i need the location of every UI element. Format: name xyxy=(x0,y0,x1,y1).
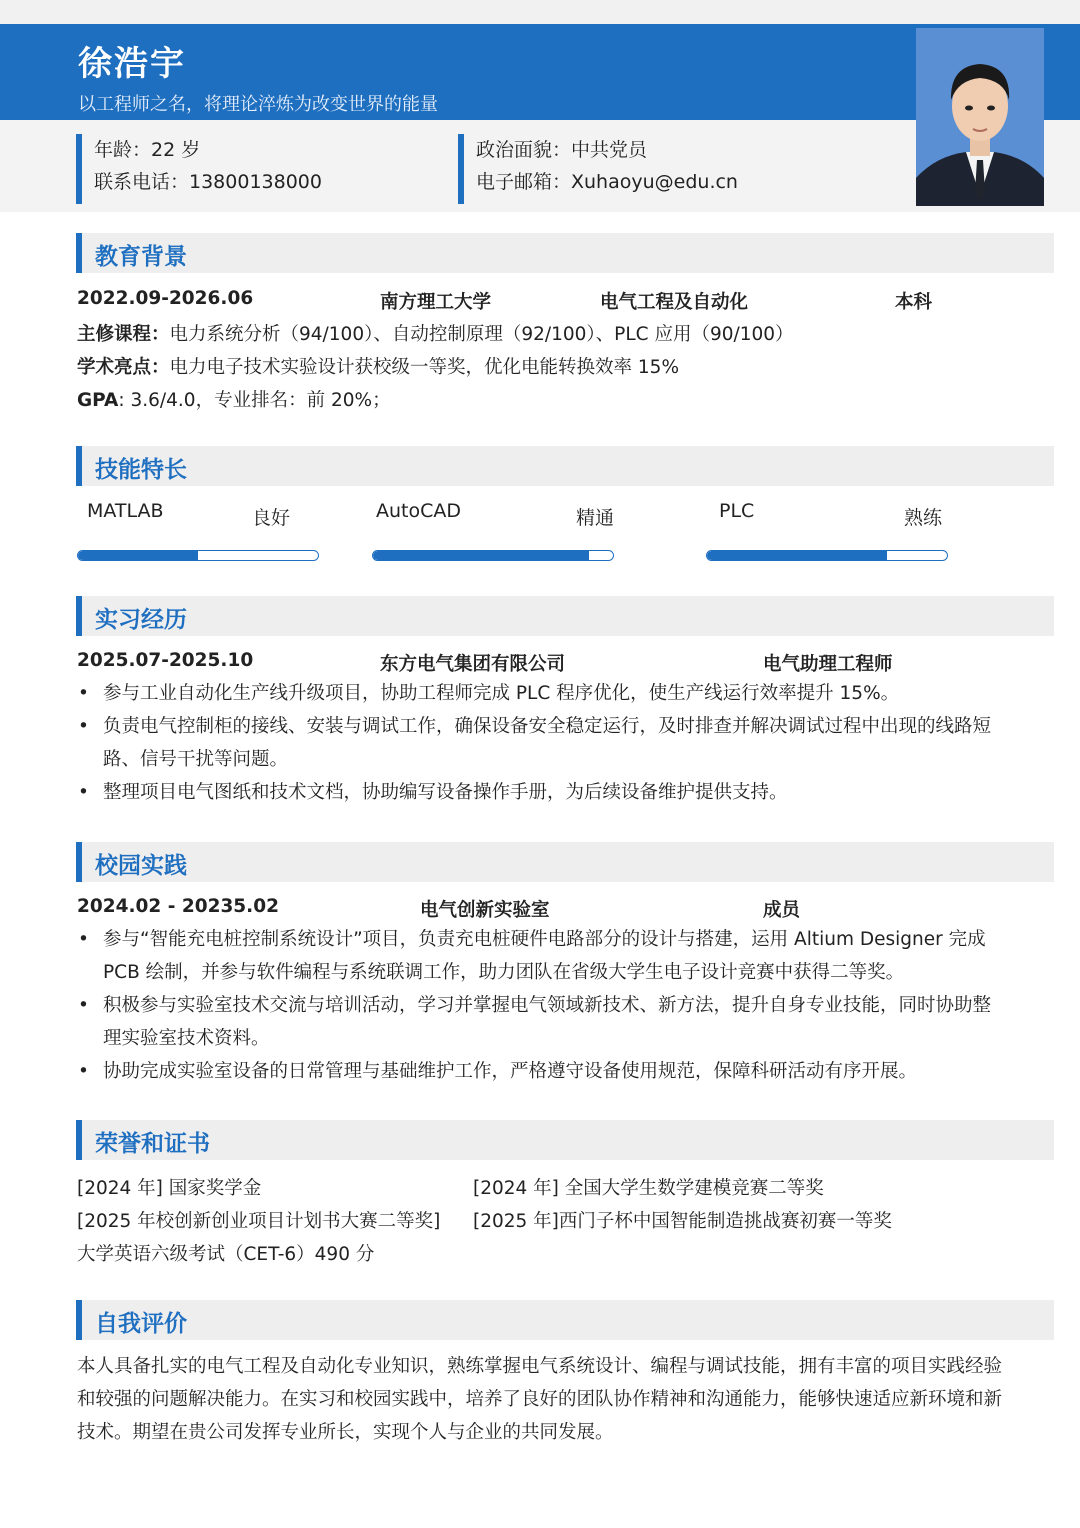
campus-bullet-3: 协助完成实验室设备的日常管理与基础维护工作，严格遵守设备使用规范，保障科研活动有序开展。 xyxy=(103,1061,918,1082)
section-accent xyxy=(76,446,82,486)
section-accent xyxy=(76,1300,82,1340)
campus-period: 2024.02 - 20235.02 xyxy=(77,896,279,917)
campus-org: 电气创新实验室 xyxy=(420,900,550,921)
education-period: 2022.09-2026.06 xyxy=(77,288,254,309)
skill-bar-fill xyxy=(707,551,887,560)
bullet-dot: • xyxy=(78,929,89,950)
honor-item: 大学英语六级考试（CET-6）490 分 xyxy=(77,1244,375,1265)
bullet-dot: • xyxy=(78,1061,89,1082)
gpa-label: GPA xyxy=(77,390,119,411)
internship-role: 电气助理工程师 xyxy=(763,654,893,675)
section-honors-header xyxy=(76,1120,1054,1160)
political-field: 政治面貌：中共党员 xyxy=(476,139,648,161)
honor-item: [2024 年] 国家奖学金 xyxy=(77,1178,262,1199)
skill-name-matlab: MATLAB xyxy=(87,500,164,522)
campus-role: 成员 xyxy=(763,900,801,921)
courses-line xyxy=(77,320,794,346)
campus-bullet-1: 参与“智能充电桩控制系统设计”项目，负责充电桩硬件电路部分的设计与搭建，运用 Altium Designer 完成 PCB 绘制，并参与软件编程与系统联调工作，助力团队在省级大学生电子设计竞赛中获得二等奖。 xyxy=(103,929,986,983)
section-title: 实习经历 xyxy=(95,607,187,633)
section-accent xyxy=(76,596,82,636)
section-title: 荣誉和证书 xyxy=(95,1131,210,1157)
section-campus-header xyxy=(76,842,1054,882)
courses-value: 电力系统分析（94/100）、自动控制原理（92/100）、PLC 应用（90/100） xyxy=(169,324,794,345)
email-field: 电子邮箱：Xuhaoyu@edu.cn xyxy=(476,171,738,193)
gpa-line xyxy=(77,386,391,412)
education-school: 南方理工大学 xyxy=(380,292,492,313)
honor-item: [2024 年] 全国大学生数学建模竞赛二等奖 xyxy=(473,1178,824,1199)
bullet-dot: • xyxy=(78,995,89,1016)
highlight-line xyxy=(77,353,679,379)
tagline: 以工程师之名，将理论淬炼为改变世界的能量 xyxy=(78,94,438,115)
education-major: 电气工程及自动化 xyxy=(600,292,749,313)
skill-level-autocad: 精通 xyxy=(576,507,615,529)
internship-bullet-1: 参与工业自动化生产线升级项目，协助工程师完成 PLC 程序优化，使生产线运行效率提升 15%。 xyxy=(103,683,900,704)
phone-field: 联系电话：13800138000 xyxy=(94,171,322,193)
education-degree: 本科 xyxy=(895,292,933,313)
internship-bullet-2: 负责电气控制柜的接线、安装与调试工作，确保设备安全稳定运行，及时排查并解决调试过程中出现的线路短路、信号干扰等问题。 xyxy=(103,716,992,770)
candidate-name: 徐浩宇 xyxy=(78,44,186,84)
courses-label: 主修课程： xyxy=(77,324,170,345)
section-title: 校园实践 xyxy=(95,853,187,879)
profile-photo xyxy=(916,28,1044,206)
skill-level-matlab: 良好 xyxy=(252,507,291,529)
internship-period: 2025.07-2025.10 xyxy=(77,650,254,671)
skill-name-autocad: AutoCAD xyxy=(376,500,462,522)
skill-bar-plc xyxy=(706,550,948,561)
section-internship-header xyxy=(76,596,1054,636)
highlight-label: 学术亮点： xyxy=(77,357,170,378)
info-column-right xyxy=(458,134,738,204)
bullet-dot: • xyxy=(78,782,89,803)
honor-item: [2025 年校创新创业项目计划书大赛二等奖] xyxy=(77,1211,441,1232)
gpa-value: : 3.6/4.0，专业排名：前 20%； xyxy=(118,390,391,411)
skill-name-plc: PLC xyxy=(719,500,755,522)
section-education-header xyxy=(76,233,1054,273)
skill-bar-fill xyxy=(78,551,198,560)
section-title: 技能特长 xyxy=(95,457,187,483)
age-field: 年龄：22 岁 xyxy=(94,139,201,161)
top-strip xyxy=(0,0,1080,24)
internship-bullet-3: 整理项目电气图纸和技术文档，协助编写设备操作手册，为后续设备维护提供支持。 xyxy=(103,782,788,803)
skill-level-plc: 熟练 xyxy=(904,507,943,529)
skill-bar-fill xyxy=(373,551,589,560)
skill-bar-matlab xyxy=(77,550,319,561)
section-title: 教育背景 xyxy=(95,244,187,270)
info-column-left xyxy=(76,134,322,204)
section-accent xyxy=(76,842,82,882)
honor-item: [2025 年]西门子杯中国智能制造挑战赛初赛一等奖 xyxy=(473,1211,892,1232)
section-accent xyxy=(76,1120,82,1160)
section-skills-header xyxy=(76,446,1054,486)
skill-bar-autocad xyxy=(372,550,614,561)
bullet-dot: • xyxy=(78,716,89,737)
bullet-dot: • xyxy=(78,683,89,704)
self-evaluation-text: 本人具备扎实的电气工程及自动化专业知识，熟练掌握电气系统设计、编程与调试技能，拥有丰富的项目实践经验和较强的问题解决能力。在实习和校园实践中，培养了良好的团队协作精神和沟通能力，能够快速适应新环境和新技术。期望在贵公司发挥专业所长，实现个人与企业的共同发展。 xyxy=(77,1356,1003,1443)
campus-bullet-2: 积极参与实验室技术交流与培训活动，学习并掌握电气领域新技术、新方法，提升自身专业技能，同时协助整理实验室技术资料。 xyxy=(103,995,992,1049)
section-title: 自我评价 xyxy=(95,1311,187,1337)
highlight-value: 电力电子技术实验设计获校级一等奖，优化电能转换效率 15% xyxy=(169,357,680,378)
internship-company: 东方电气集团有限公司 xyxy=(380,654,566,675)
section-self-header xyxy=(76,1300,1054,1340)
section-accent xyxy=(76,233,82,273)
